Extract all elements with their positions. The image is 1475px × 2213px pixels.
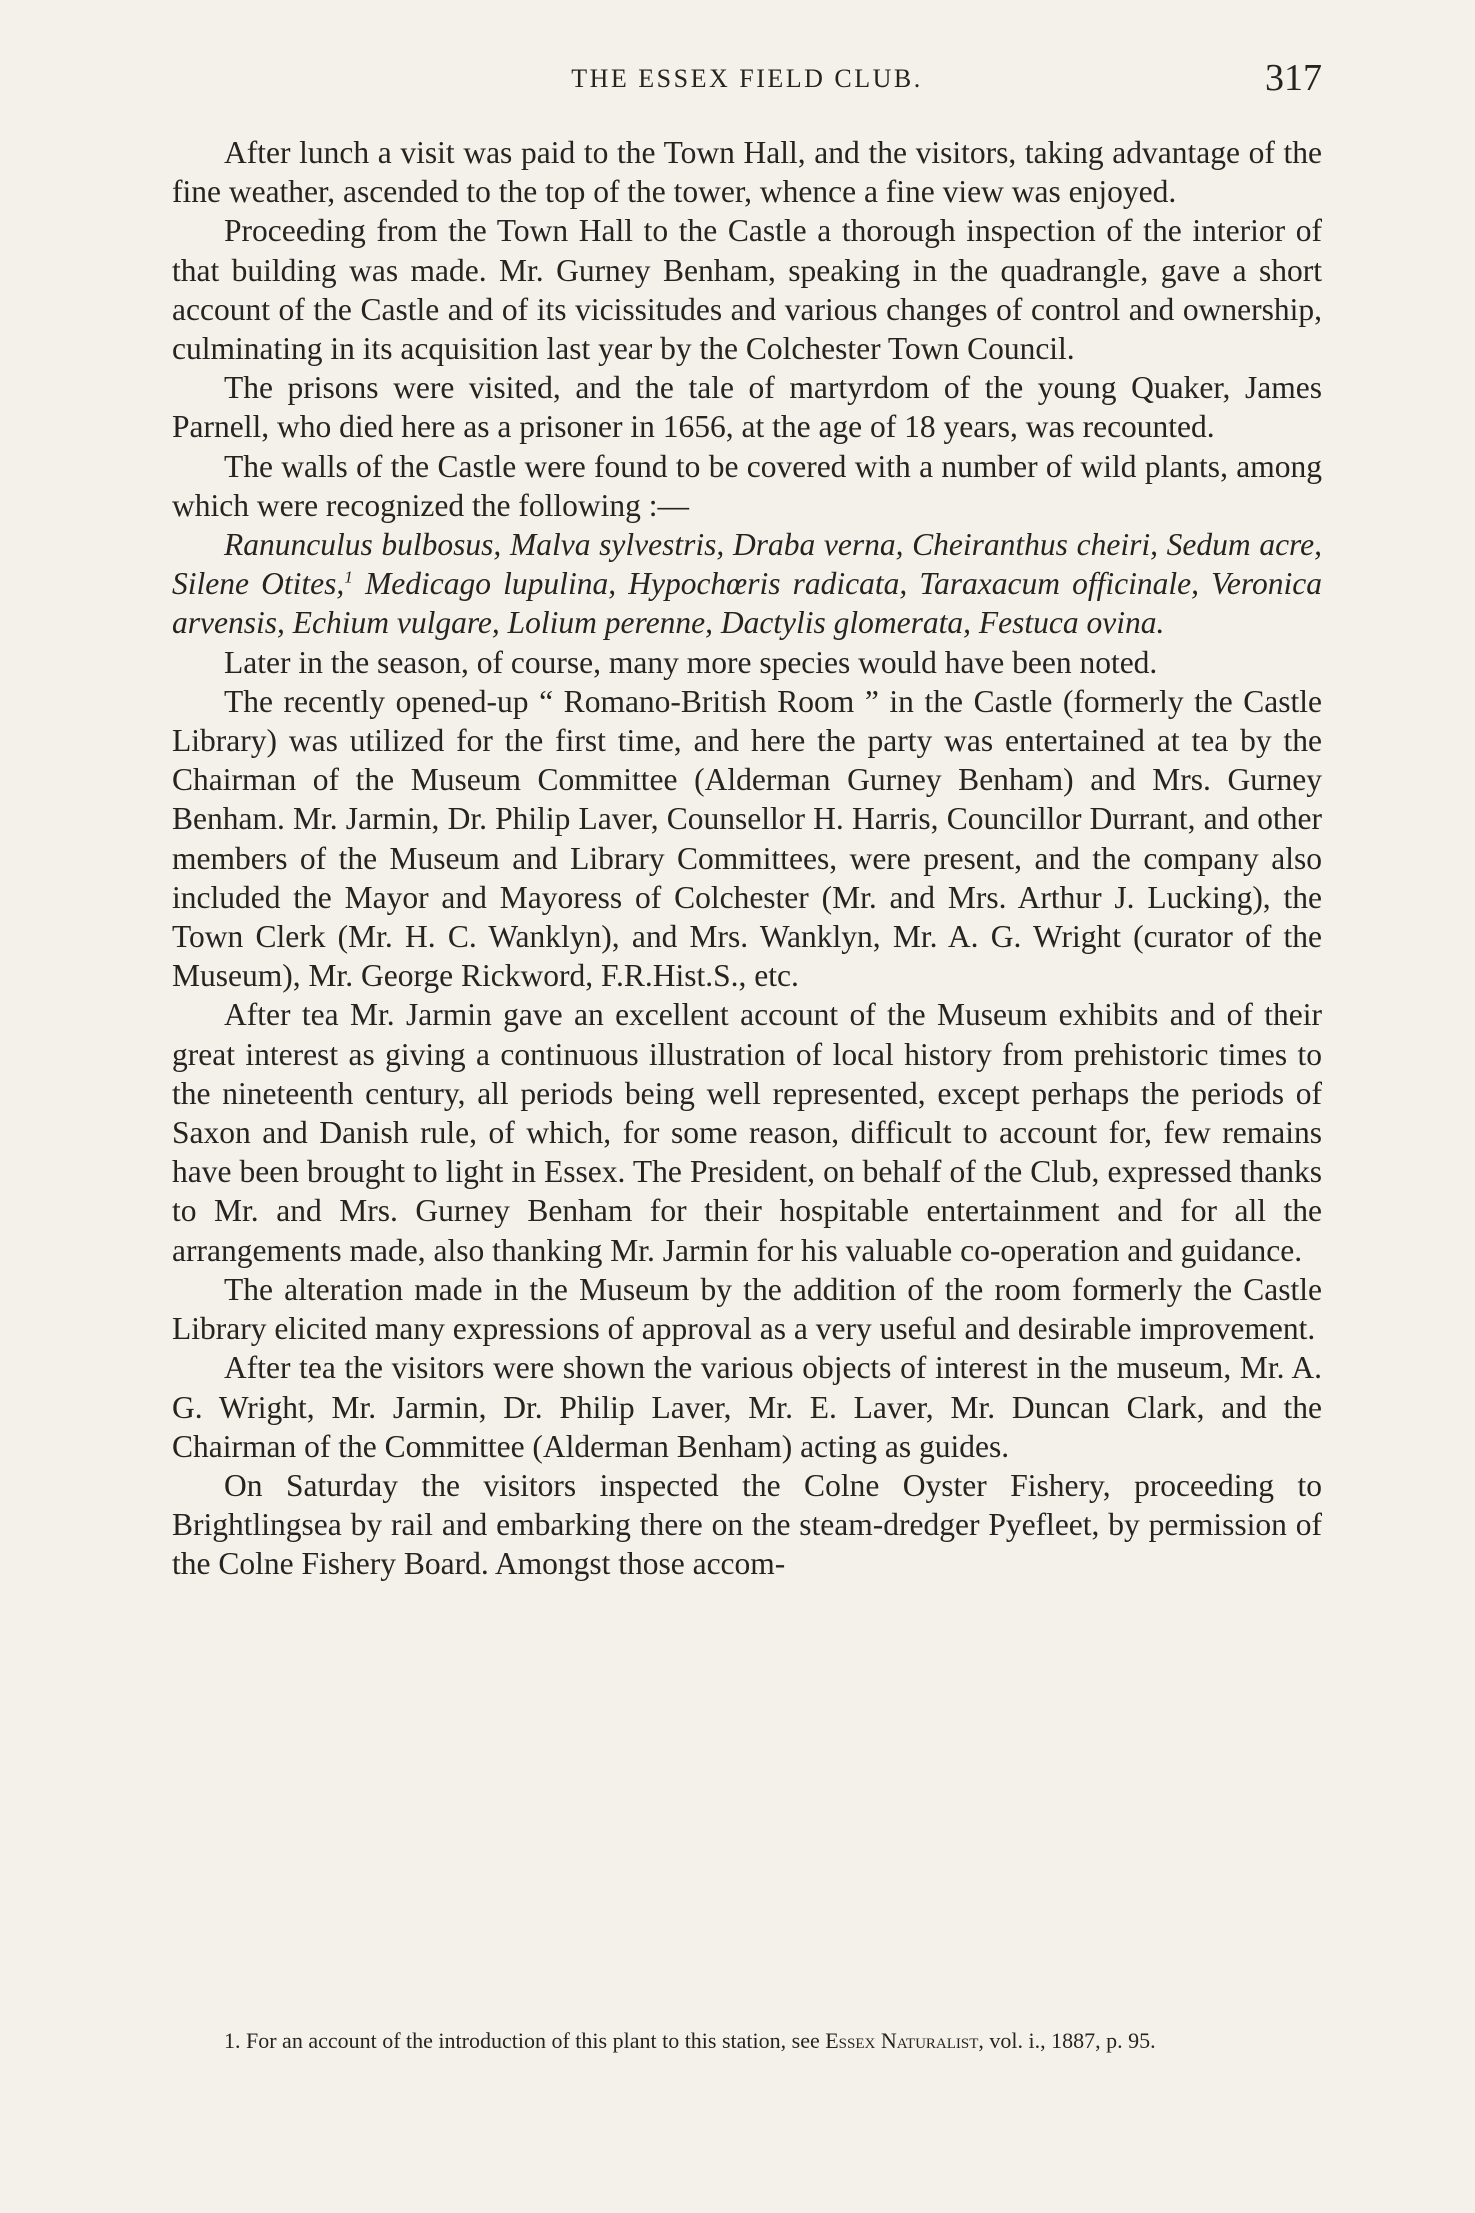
footnote-journal: Essex Naturalist [825,2028,979,2053]
paragraph: The walls of the Castle were found to be covered with a number of wild plants, among which were recognized the following :— [172,448,1322,523]
running-head [172,57,1322,102]
footnote [172,2027,1322,2055]
paragraph: Proceeding from the Town Hall to the Castle a thorough inspection of the interior of that building was made. Mr. Gurney Benham, speaking in the quadrangle, gave a short account of the Castle and of its vicissitudes and various changes of control and ownership, culminating in its acquisition last year by the Colchester Town Council. [172,213,1322,367]
paragraph: The prisons were visited, and the tale of martyrdom of the young Quaker, James Parnell, who died here as a prisoner in 1656, at the age of 18 years, was recounted. [172,370,1322,445]
footnote-marker: 1. [224,2028,241,2053]
paragraph: After tea the visitors were shown the various objects of interest in the museum, Mr. A. G. Wright, Mr. Jarmin, Dr. Philip Laver, Mr. E. Laver, Mr. Duncan Clark, and the Chairman of the Committee (Alderman Benham) acting as guides. [172,1350,1322,1464]
paragraph: The alteration made in the Museum by the addition of the room formerly the Castle Library elicited many expressions of approval as a very useful and desirable improvement. [172,1271,1322,1347]
running-title: THE ESSEX FIELD CLUB. [571,64,923,93]
paragraph: After lunch a visit was paid to the Town Hall, and the visitors, taking advantage of the fine weather, ascended to the top of the tower, whence a fine view was enjoyed. [172,135,1322,210]
footnotes [172,2027,1322,2055]
species-list-part: Ranunculus bulbosus, Malva sylvestris, Draba verna, Cheiranthus cheiri, Sedum acre, Silene Otites, [172,527,1322,602]
body-text [172,133,1322,1584]
paragraph: On Saturday the visitors inspected the Colne Oyster Fishery, proceeding to Brightlingsea by rail and embarking there on the steam-dredger Pyefleet, by permission of the Colne Fishery Board. Amongst those accom- [172,1467,1322,1582]
page-number: 317 [1265,57,1322,99]
footnote-reference: 1 [344,567,353,587]
paragraph: Later in the season, of course, many more species would have been noted. [224,644,1158,680]
footnote-text: For an account of the introduction of this plant to this station, see [240,2028,826,2053]
paragraph: After tea Mr. Jarmin gave an excellent account of the Museum exhibits and of their great interest as giving a continuous illustration of local history from prehistoric times to the nineteenth century, all periods being well represented, except perhaps the periods of Saxon and Danish rule, of which, for some reason, difficult to account for, few remains have been brought to light in Essex. The President, on behalf of the Club, expressed thanks to Mr. and Mrs. Gurney Benham for their hospitable entertainment and for all the arrangements made, also thanking Mr. Jarmin for his valuable co-operation and guidance. [172,997,1322,1268]
species-list [172,525,1322,643]
species-list-part: Medicago lupulina, Hypochœris radicata, Taraxacum officinale, Veronica arvensis, Echium vulgare, Lolium perenne, Dactylis glomerata, Festuca ovina. [172,566,1322,641]
footnote-text: , vol. i., 1887, p. 95. [978,2028,1156,2053]
paragraph: The recently opened-up “ Romano-British Room ” in the Castle (formerly the Castle Library) was utilized for the first time, and here the party was entertained at tea by the Chairman of the Museum Committee (Alderman Gurney Benham) and Mrs. Gurney Benham. Mr. Jarmin, Dr. Philip Laver, Counsellor H. Harris, Councillor Durrant, and other members of the Museum and Library Committees, were present, and the company also included the Mayor and Mayoress of Colchester (Mr. and Mrs. Arthur J. Lucking), the Town Clerk (Mr. H. C. Wanklyn), and Mrs. Wanklyn, Mr. A. G. Wright (curator of the Museum), Mr. George Rickword, F.R.Hist.S., etc. [172,683,1322,994]
